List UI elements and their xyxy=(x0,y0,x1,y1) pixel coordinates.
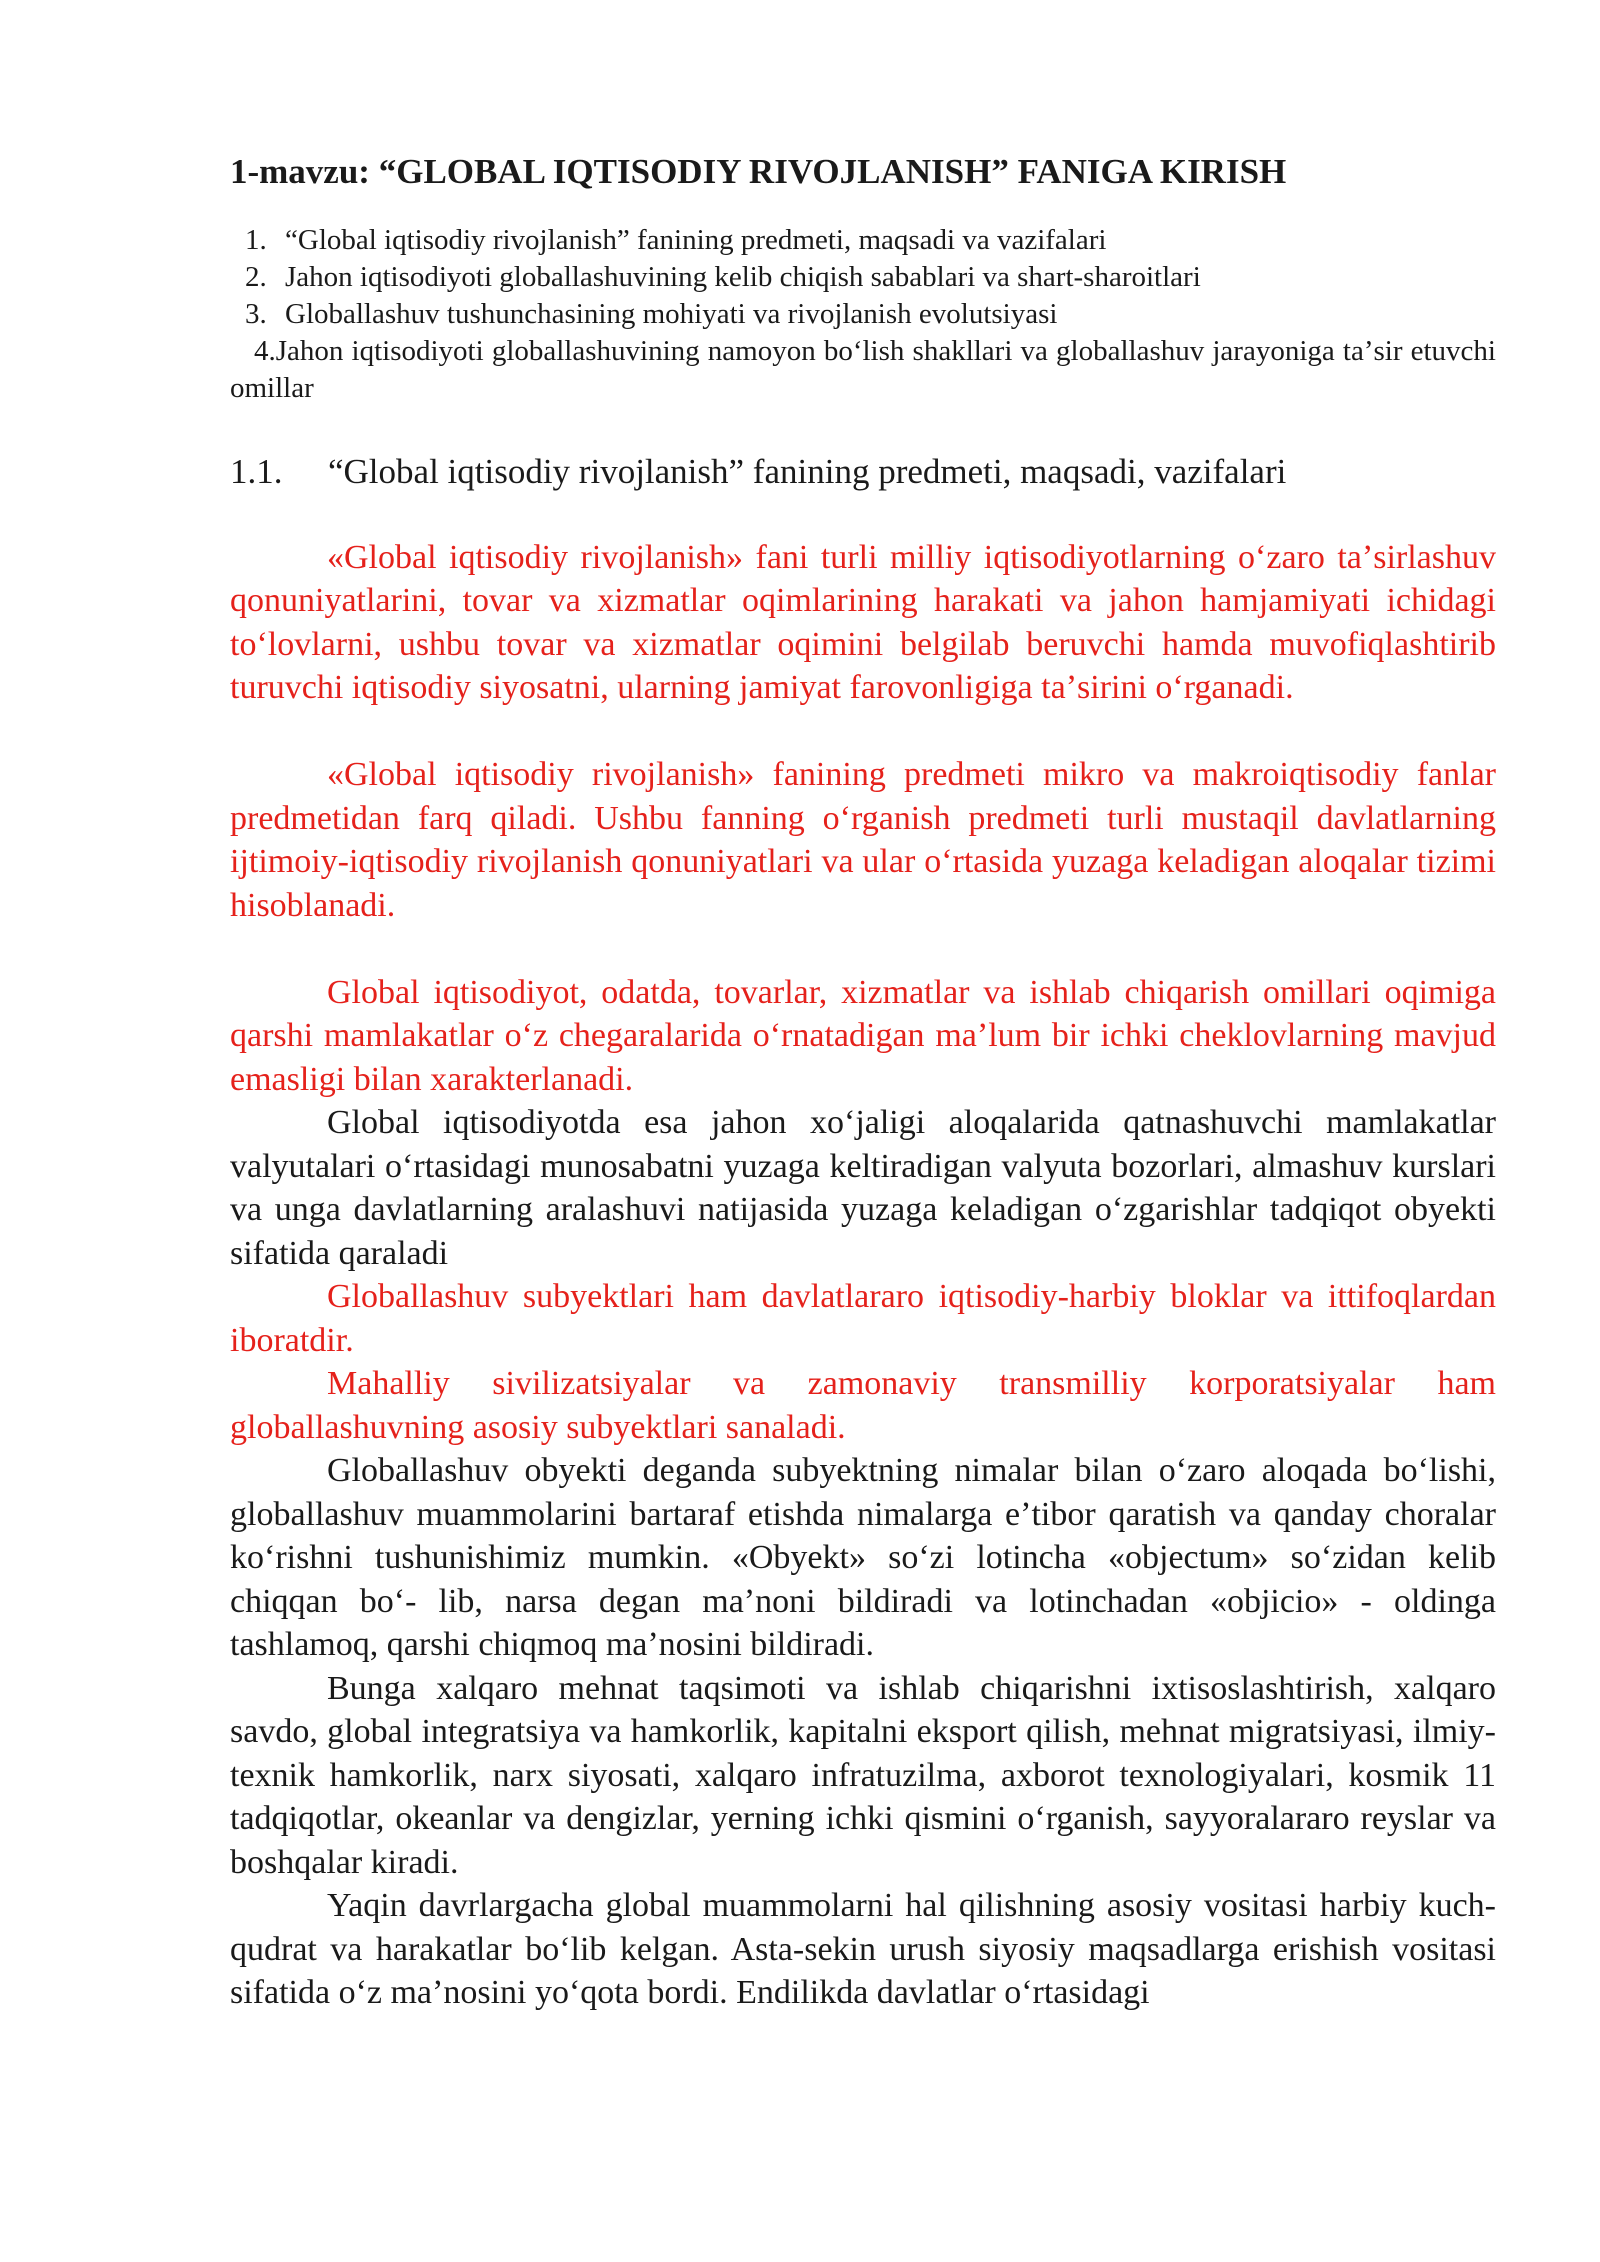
section-number: 1.1. xyxy=(230,451,283,491)
outline-item xyxy=(230,296,1496,333)
outline-item-text: Jahon iqtisodiyoti globallashuvining kelib chiqish sabablari va shart-sharoitlari xyxy=(285,260,1201,293)
outline-item-number: 2. xyxy=(245,260,267,293)
outline-item xyxy=(230,222,1496,259)
section-heading xyxy=(230,451,1496,493)
body-paragraph: Global iqtisodiyotda esa jahon xoʻjaligi aloqalarida qatnashuvchi mamlakatlar valyutalari oʻrtasidagi munosabatni yuzaga keltiradigan valyuta bozorlari, almashuv kurslari va unga davlatlarning aralashuvi natijasida yuzaga keladigan oʻzgarishlar tadqiqot obyekti sifatida qaraladi xyxy=(230,1104,1496,1272)
section-title: “Global iqtisodiy rivojlanish” fanining predmeti, maqsadi, vazifalari xyxy=(328,451,1287,491)
body-paragraph-highlighted: Globallashuv subyektlari ham davlatlararo iqtisodiy-harbiy bloklar va ittifoqlardan iboratdir. xyxy=(230,1278,1496,1359)
body-paragraph: Globallashuv obyekti deganda subyektning nimalar bilan oʻzaro aloqada boʻlishi, globallashuv muammolarini bartaraf etishda nimalarga eʼtibor qaratish va qanday choralar koʻrishni tushunishimiz mumkin. «Obyekt» soʻzi lotincha «objectum» soʻzidan kelib chiqqan bo‘- lib, narsa degan maʼnoni bildiradi va lotinchadan «objicio» - oldinga tashlamoq, qarshi chiqmoq maʼnosini bildiradi. xyxy=(230,1452,1496,1664)
document-title: 1-mavzu: “GLOBAL IQTISODIY RIVOJLANISH” FANIGA KIRISH xyxy=(230,152,1287,191)
outline-item-text: Globallashuv tushunchasining mohiyati va rivojlanish evolutsiyasi xyxy=(285,297,1058,330)
outline-item-text: “Global iqtisodiy rivojlanish” fanining predmeti, maqsadi va vazifalari xyxy=(285,223,1107,256)
body-paragraph-highlighted: Mahalliy sivilizatsiyalar va zamonaviy transmilliy korporatsiyalar ham globallashuvning asosiy subyektlari sanaladi. xyxy=(230,1365,1496,1446)
outline-item-number: 3. xyxy=(245,297,267,330)
outline-item-text: 4.Jahon iqtisodiyoti globallashuvining namoyon boʻlish shakllari va globallashuv jarayoniga taʼsir etuvchi omillar xyxy=(230,334,1496,404)
body-paragraph: Yaqin davrlargacha global muammolarni hal qilishning asosiy vositasi harbiy kuch-qudrat va harakatlar boʻlib kelgan. Asta-sekin urush siyosiy maqsadlarga erishish vositasi sifatida oʻz maʼnosini yoʻqota bordi. Endilikda davlatlar oʻrtasidagi xyxy=(230,1887,1496,2012)
outline-item xyxy=(230,259,1496,296)
body-paragraph-highlighted: «Global iqtisodiy rivojlanish» fanining predmeti mikro va makroiqtisodiy fanlar predmetidan farq qiladi. Ushbu fanning oʻrganish predmeti turli mustaqil davlatlarning ijtimoiy-iqtisodiy rivojlanish qonuniyatlari va ular oʻrtasida yuzaga keladigan aloqalar tizimi hisoblanadi. xyxy=(230,756,1496,924)
topic-outline xyxy=(230,222,1496,407)
body-paragraph: Bunga xalqaro mehnat taqsimoti va ishlab chiqarishni ixtisoslashtirish, xalqaro savdo, global integratsiya va hamkorlik, kapitalni eksport qilish, mehnat migratsiyasi, ilmiy-texnik hamkorlik, narx siyosati, xalqaro infratuzilma, axborot texnologiyalari, kosmik 11 tadqiqotlar, okeanlar va dengizlar, yerning ichki qismini oʻrganish, sayyoralararo reyslar va boshqalar kiradi. xyxy=(230,1669,1496,1881)
outline-item xyxy=(230,333,1496,407)
outline-item-number: 1. xyxy=(245,223,267,256)
body-paragraph-highlighted: Global iqtisodiyot, odatda, tovarlar, xizmatlar va ishlab chiqarish omillari oqimiga qarshi mamlakatlar oʻz chegaralarida oʻrnatadigan maʼlum bir ichki cheklovlarning mavjud emasligi bilan xarakterlanadi. xyxy=(230,973,1496,1098)
body-paragraph-highlighted: «Global iqtisodiy rivojlanish» fani turli milliy iqtisodiyotlarning oʻzaro taʼsirlashuv qonuniyatlarini, tovar va xizmatlar oqimlarining harakati va jahon hamjamiyati ichidagi toʻlovlarni, ushbu tovar va xizmatlar oqimini belgilab beruvchi hamda muvofiqlashtirib turuvchi iqtisodiy siyosatni, ularning jamiyat farovonligiga taʼsirini oʻrganadi. xyxy=(230,538,1496,707)
